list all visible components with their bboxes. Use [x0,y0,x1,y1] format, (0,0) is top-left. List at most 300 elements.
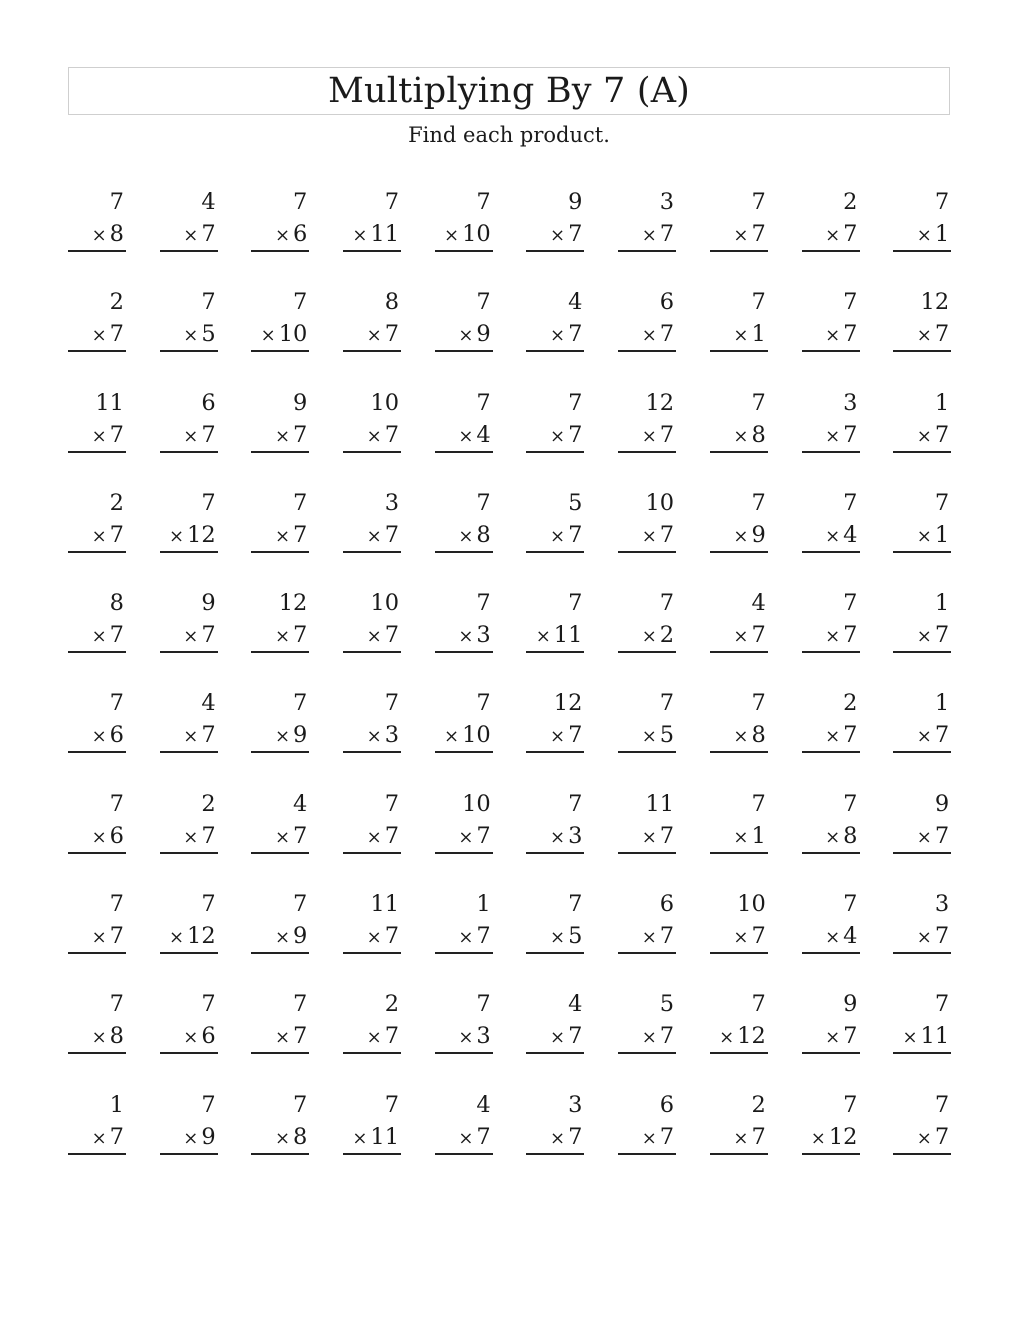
problem [893,487,951,587]
multiplicand: 7 [843,891,858,918]
problem [435,1089,493,1189]
multiplier-line [710,1020,768,1054]
times-sign: × [550,1127,566,1149]
multiplicand: 7 [568,790,583,817]
times-sign: × [810,1127,826,1149]
multiplier-line [802,1020,860,1054]
multiplier: 7 [843,321,858,348]
problem [160,587,218,687]
multiplier: 7 [751,221,766,247]
multiplier: 12 [187,923,216,950]
multiplier: 8 [751,722,766,749]
multiplier: 7 [201,622,216,649]
problem [710,186,768,286]
problem-row [68,988,952,1088]
times-sign: × [825,225,841,246]
problem [251,888,309,988]
multiplicand: 7 [384,1091,400,1118]
problem [618,888,676,988]
multiplier: 10 [278,321,308,348]
multiplier-line [710,619,768,653]
multiplicand: 2 [201,790,216,817]
multiplier: 10 [462,221,491,247]
multiplier: 9 [293,722,308,749]
multiplier-line [251,820,309,854]
problem [710,286,768,386]
times-sign: × [458,927,474,949]
problem [160,387,218,487]
problem [802,487,860,587]
multiplier-line [343,920,401,954]
problem [893,888,951,988]
times-sign: × [260,325,276,347]
multiplicand: 7 [934,489,950,516]
problem [251,387,309,487]
multiplier: 7 [659,1123,675,1150]
problem [251,587,309,687]
multiplier: 7 [751,622,766,649]
multiplicand: 7 [476,590,491,617]
problem-row [68,387,952,487]
multiplicand: 7 [476,189,491,215]
problem [618,587,676,687]
problem [710,687,768,787]
multiplier: 7 [751,1123,766,1150]
multiplier-line [160,318,218,352]
times-sign: × [168,927,185,949]
problem [802,687,860,787]
multiplicand: 7 [476,289,491,316]
problem [68,387,126,487]
multiplicand: 7 [293,1091,308,1118]
multiplicand: 3 [843,389,858,416]
multiplicand: 3 [568,1091,583,1118]
problem [435,487,493,587]
multiplicand: 7 [751,489,766,516]
multiplier-line [343,1121,401,1155]
times-sign: × [366,1027,382,1049]
multiplier: 5 [659,722,675,749]
multiplier: 7 [293,421,308,448]
problem-row [68,286,952,386]
problem [68,988,126,1088]
multiplicand: 7 [659,690,675,717]
problem [343,1089,401,1189]
problem [802,1089,860,1189]
multiplier-line [710,519,768,553]
multiplicand: 9 [843,991,858,1018]
problem [160,788,218,888]
problem [343,888,401,988]
multiplier: 7 [843,1023,858,1050]
multiplier-line [435,1020,493,1054]
multiplicand: 4 [293,790,308,817]
multiplicand: 7 [568,389,583,416]
multiplier: 8 [476,521,491,548]
problem [251,687,309,787]
multiplier: 7 [201,221,216,247]
multiplier-line [68,820,126,854]
multiplier: 7 [659,822,675,849]
multiplicand: 7 [751,690,766,717]
times-sign: × [183,1027,199,1049]
multiplier-line [343,419,401,453]
times-sign: × [352,225,368,246]
problem [618,988,676,1088]
multiplier-line [251,619,309,653]
multiplier: 7 [843,421,858,448]
multiplier-line [618,719,676,753]
problem [68,888,126,988]
multiplier-line [251,920,309,954]
times-sign: × [183,826,199,848]
problem [618,286,676,386]
times-sign: × [641,927,657,949]
multiplier-line [618,519,676,553]
problem [435,186,493,286]
times-sign: × [550,225,566,246]
problem-row [68,487,952,587]
times-sign: × [550,425,566,447]
multiplicand: 2 [751,1091,766,1118]
times-sign: × [458,425,474,447]
multiplicand: 8 [109,590,124,617]
problem [435,587,493,687]
problem [435,387,493,487]
multiplicand: 4 [201,690,216,717]
multiplicand: 5 [568,489,583,516]
problem [526,387,584,487]
problem [435,687,493,787]
times-sign: × [550,927,566,949]
multiplier: 7 [476,923,491,950]
problem [526,587,584,687]
multiplier: 3 [476,1023,491,1050]
problem [526,1089,584,1189]
multiplier-line [68,419,126,453]
multiplier: 12 [187,521,216,548]
times-sign: × [458,1027,474,1049]
multiplicand: 7 [843,790,858,817]
multiplicand: 7 [109,991,124,1018]
problem [893,988,951,1088]
multiplier: 8 [293,1123,308,1150]
multiplier: 7 [934,822,950,849]
problem-row [68,587,952,687]
problem [160,988,218,1088]
multiplicand: 7 [293,991,308,1018]
multiplicand: 9 [934,790,950,817]
multiplier: 11 [553,622,583,649]
multiplicand: 2 [109,489,124,516]
problem [526,487,584,587]
multiplicand: 3 [384,489,400,516]
problem [893,1089,951,1189]
multiplier-line [160,719,218,753]
problem [526,186,584,286]
problem [526,788,584,888]
multiplier: 7 [293,822,308,849]
multiplicand: 7 [843,1091,858,1118]
times-sign: × [825,726,841,748]
multiplicand: 7 [476,991,491,1018]
multiplicand: 10 [462,790,491,817]
problem [526,687,584,787]
times-sign: × [825,1027,841,1049]
times-sign: × [274,425,291,447]
problem [526,888,584,988]
multiplier: 7 [843,722,858,749]
times-sign: × [458,325,474,347]
times-sign: × [274,225,291,246]
multiplier-line [618,920,676,954]
problem [618,788,676,888]
multiplier-line [343,318,401,352]
multiplier: 7 [568,321,583,348]
times-sign: × [458,525,474,547]
multiplier-line [435,820,493,854]
problem [68,487,126,587]
multiplicand: 1 [934,690,950,717]
times-sign: × [91,927,107,949]
multiplicand: 7 [476,690,491,717]
multiplier-line [710,719,768,753]
multiplier: 12 [828,1123,858,1150]
multiplier: 1 [751,321,766,348]
times-sign: × [444,225,460,246]
problem [710,387,768,487]
multiplier: 7 [843,622,858,649]
times-sign: × [535,626,551,648]
times-sign: × [274,626,291,648]
multiplier-line [802,820,860,854]
instructions: Find each product. [408,123,610,147]
multiplier: 7 [568,521,583,548]
multiplicand: 1 [109,1091,124,1118]
multiplier-line [526,820,584,854]
multiplier-line [68,218,126,252]
multiplicand: 7 [843,590,858,617]
multiplier: 1 [751,822,766,849]
problem-row [68,687,952,787]
multiplier: 7 [568,1123,583,1150]
problem [710,788,768,888]
multiplier: 7 [109,1123,124,1150]
problem [893,286,951,386]
multiplier: 7 [843,221,858,247]
multiplicand: 7 [201,891,216,918]
multiplier: 4 [843,923,858,950]
multiplicand: 10 [370,389,400,416]
problem [802,387,860,487]
multiplier-line [160,519,218,553]
times-sign: × [641,726,657,748]
times-sign: × [274,525,291,547]
times-sign: × [274,826,291,848]
multiplier: 7 [384,923,400,950]
times-sign: × [274,1127,291,1149]
multiplicand: 7 [201,991,216,1018]
times-sign: × [733,927,749,949]
multiplier: 2 [659,622,675,649]
multiplier: 7 [568,722,583,749]
multiplier-line [802,519,860,553]
multiplier-line [343,820,401,854]
multiplier-line [435,1121,493,1155]
multiplier-line [435,619,493,653]
problem [251,988,309,1088]
multiplier-line [435,318,493,352]
multiplier-line [68,1020,126,1054]
problem [802,988,860,1088]
multiplicand: 7 [476,389,491,416]
times-sign: × [550,325,566,347]
multiplier-line [435,920,493,954]
times-sign: × [550,826,566,848]
problem [160,888,218,988]
multiplicand: 7 [293,289,308,316]
multiplier: 7 [934,923,950,950]
multiplier: 3 [568,822,583,849]
times-sign: × [641,425,657,447]
problem [68,1089,126,1189]
times-sign: × [183,325,199,347]
times-sign: × [733,1127,749,1149]
multiplier-line [710,1121,768,1155]
multiplier: 7 [109,321,124,348]
multiplier: 8 [109,221,124,247]
times-sign: × [550,525,566,547]
multiplicand: 2 [843,189,858,215]
times-sign: × [366,826,382,848]
multiplier: 7 [384,521,400,548]
problem [251,1089,309,1189]
multiplier-line [802,419,860,453]
problem [435,788,493,888]
times-sign: × [91,425,107,447]
multiplicand: 9 [568,189,583,215]
multiplier: 7 [109,421,124,448]
multiplier-line [160,419,218,453]
problem [802,587,860,687]
multiplier-line [893,318,951,352]
problem [710,988,768,1088]
multiplicand: 4 [568,289,583,316]
multiplier-line [526,218,584,252]
problem [893,186,951,286]
multiplier-line [526,719,584,753]
times-sign: × [366,525,382,547]
problem [343,687,401,787]
times-sign: × [91,325,107,347]
multiplier-line [343,519,401,553]
times-sign: × [91,826,107,848]
multiplicand: 7 [109,690,124,717]
multiplier-line [710,318,768,352]
problem [710,888,768,988]
problem [160,687,218,787]
times-sign: × [916,525,932,547]
multiplier-line [618,419,676,453]
multiplicand: 12 [920,289,950,316]
problem [802,186,860,286]
multiplier-line [343,1020,401,1054]
multiplier: 8 [843,822,858,849]
multiplier: 7 [384,822,400,849]
times-sign: × [916,1127,932,1149]
multiplicand: 10 [737,891,766,918]
multiplier: 7 [659,321,675,348]
multiplier: 11 [370,1123,400,1150]
problem [435,988,493,1088]
multiplicand: 1 [934,389,950,416]
multiplicand: 6 [201,389,216,416]
multiplier-line [526,1121,584,1155]
multiplier-line [710,820,768,854]
multiplier: 6 [201,1023,216,1050]
multiplicand: 7 [201,289,216,316]
multiplier: 7 [384,622,400,649]
multiplier: 7 [568,1023,583,1050]
multiplicand: 2 [843,690,858,717]
problem [618,186,676,286]
multiplier-line [251,1121,309,1155]
multiplier-line [160,218,218,252]
times-sign: × [91,1127,107,1149]
multiplier-line [618,820,676,854]
multiplier: 7 [201,822,216,849]
problem [68,788,126,888]
multiplier: 7 [476,822,491,849]
multiplicand: 7 [109,189,124,215]
multiplicand: 7 [476,489,491,516]
problem [68,687,126,787]
multiplier-line [710,218,768,252]
multiplier: 7 [659,221,675,247]
multiplier: 7 [293,521,308,548]
multiplier-line [710,920,768,954]
times-sign: × [733,826,749,848]
multiplier-line [160,1020,218,1054]
problem [343,286,401,386]
multiplier: 7 [751,923,766,950]
multiplicand: 6 [659,1091,675,1118]
multiplier: 7 [109,923,124,950]
times-sign: × [733,525,749,547]
times-sign: × [274,1027,291,1049]
times-sign: × [183,1127,199,1149]
multiplier-line [893,1121,951,1155]
multiplier: 7 [293,622,308,649]
times-sign: × [733,626,749,648]
multiplier: 1 [934,521,950,548]
multiplier-line [160,619,218,653]
multiplicand: 7 [384,189,400,215]
multiplier: 8 [751,421,766,448]
multiplier-line [802,218,860,252]
multiplicand: 12 [553,690,583,717]
multiplier-line [251,218,309,252]
times-sign: × [366,726,382,748]
multiplier-line [893,218,951,252]
times-sign: × [825,325,841,347]
multiplicand: 1 [934,590,950,617]
multiplier-line [618,218,676,252]
multiplicand: 7 [934,1091,950,1118]
times-sign: × [458,626,474,648]
multiplier-line [251,1020,309,1054]
multiplier: 7 [293,1023,308,1050]
